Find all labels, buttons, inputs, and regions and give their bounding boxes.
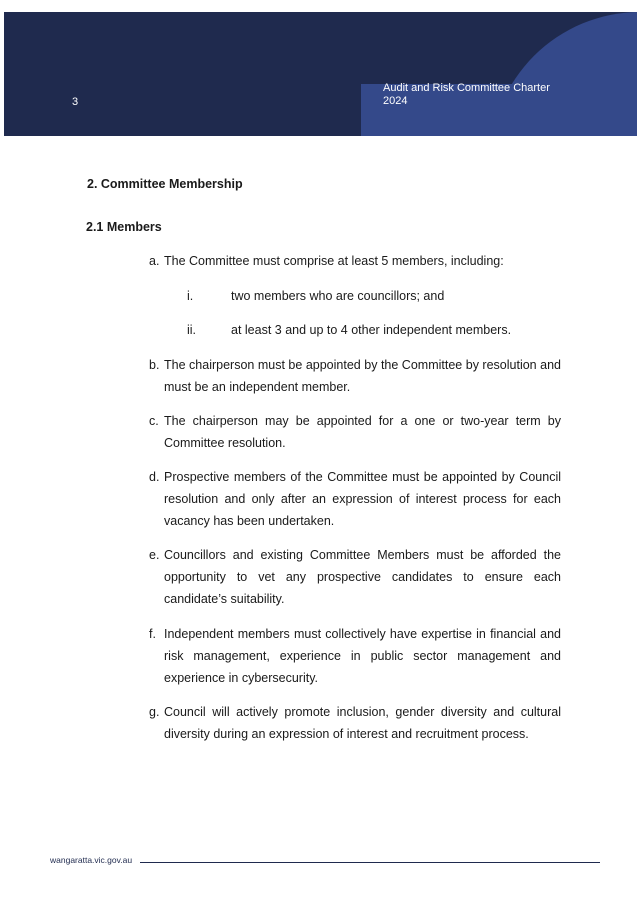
page-number: 3	[72, 96, 79, 108]
subsection-heading: 2.1 Members	[86, 220, 162, 234]
list-item-text: The chairperson must be appointed by the Committee by resolution and must be an independent member.	[164, 358, 561, 394]
list-item-letter: c.	[149, 414, 159, 428]
document-title	[383, 82, 573, 108]
list-item-text: Prospective members of the Committee must be appointed by Council resolution and only after an expression of interest process for each vacancy has been undertaken.	[164, 470, 561, 528]
list-item-text: The Committee must comprise at least 5 members, including:	[164, 254, 504, 268]
list-item-letter: g.	[149, 705, 160, 719]
page-header	[4, 12, 637, 136]
list-item-letter: d.	[149, 470, 160, 484]
document-title-line-1: Audit and Risk Committee Charter	[383, 82, 550, 94]
list-item-letter: f.	[149, 627, 156, 641]
sub-item-numeral: i.	[187, 289, 194, 303]
list-item-text: Councillors and existing Committee Members must be afforded the opportunity to vet any prospective candidates to ensure each candidate’s suitability.	[164, 548, 561, 606]
list-item-d	[149, 466, 561, 532]
footer-website-link[interactable]: wangaratta.vic.gov.au	[50, 855, 133, 865]
document-title-line-2: 2024	[383, 95, 408, 107]
list-item-letter: b.	[149, 358, 160, 372]
list-item-text: Council will actively promote inclusion, gender diversity and cultural diversity during an expression of interest and recruitment process.	[164, 705, 561, 741]
list-item-g	[149, 701, 561, 745]
sub-item-text: at least 3 and up to 4 other independent members.	[231, 323, 512, 337]
list-item-e	[149, 544, 561, 610]
sub-item-text: two members who are councillors; and	[231, 289, 445, 303]
list-item-f	[149, 623, 561, 689]
footer-divider	[140, 862, 600, 863]
list-item-letter: a.	[149, 254, 160, 268]
list-item-a	[149, 250, 561, 272]
list-item-text: Independent members must collectively have expertise in financial and risk management, experience in public sector management and experience in cybersecurity.	[164, 627, 561, 685]
list-item-c	[149, 410, 561, 454]
sub-item-numeral: ii.	[187, 323, 197, 337]
section-heading: 2. Committee Membership	[87, 177, 243, 191]
list-item-b	[149, 354, 561, 398]
list-item-letter: e.	[149, 548, 160, 562]
list-item-text: The chairperson may be appointed for a one or two-year term by Committee resolution.	[164, 414, 561, 450]
